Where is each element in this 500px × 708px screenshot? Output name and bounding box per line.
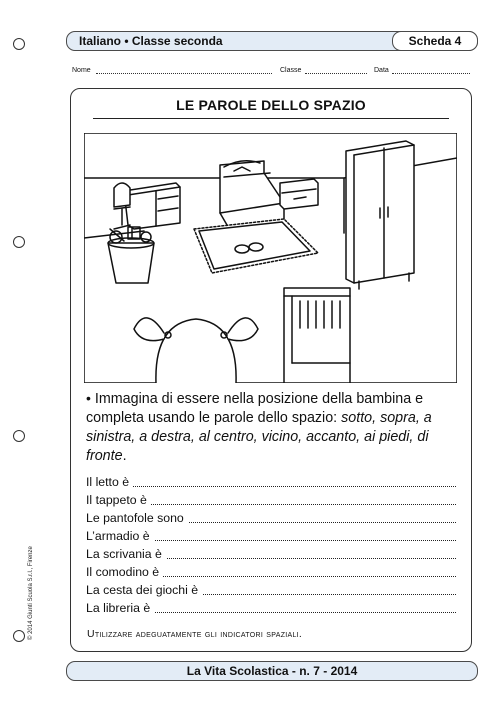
instruction-plain: Immagina di essere nella posizione della bambina e completa usando le parole dello spazio: — [86, 391, 424, 426]
copyright-notice: © 2014 Giunti Scuola S.r.l., Firenze — [28, 546, 34, 640]
subject-label: Italiano • Classe seconda — [79, 34, 223, 48]
sentence-row-cesta[interactable] — [86, 583, 456, 599]
sentence-row-letto[interactable] — [86, 475, 456, 491]
sentence-label: L’armadio è — [86, 529, 154, 543]
sentence-row-pantofole[interactable] — [86, 511, 456, 527]
punch-hole-bottom — [13, 630, 25, 642]
sentence-label: Il letto è — [86, 475, 133, 489]
answer-line[interactable] — [86, 486, 456, 487]
instruction-end: . — [122, 448, 127, 464]
instruction-text — [86, 389, 461, 466]
header-bar — [66, 31, 478, 51]
sentence-label: La scrivania è — [86, 547, 166, 561]
class-input-line[interactable] — [305, 73, 367, 74]
teacher-note: Utilizzare adeguatamente gli indicatori spaziali. — [87, 628, 303, 640]
title-rule — [93, 118, 449, 119]
bedroom-illustration — [84, 133, 457, 383]
punch-hole-lower — [13, 430, 25, 442]
class-label: Classe — [280, 67, 302, 74]
instruction-spatial-words: sotto, sopra, a sinistra, a destra, al centro, vicino, accanto, ai piedi, di fronte — [86, 410, 432, 464]
name-label: Nome — [72, 67, 91, 74]
sentence-label: Il comodino è — [86, 565, 163, 579]
sentence-label: Il tappeto è — [86, 493, 151, 507]
date-label: Data — [374, 67, 389, 74]
sentence-label: Le pantofole sono — [86, 511, 188, 525]
name-input-line[interactable] — [96, 73, 272, 74]
sentence-row-comodino[interactable] — [86, 565, 456, 581]
punch-hole-upper — [13, 236, 25, 248]
sentence-row-tappeto[interactable] — [86, 493, 456, 509]
sentence-label: La cesta dei giochi è — [86, 583, 202, 597]
footer-bar: La Vita Scolastica - n. 7 - 2014 — [66, 661, 478, 681]
instruction-bullet: • — [86, 390, 91, 406]
sentence-row-libreria[interactable] — [86, 601, 456, 617]
sheet-number: Scheda 4 — [392, 31, 478, 51]
student-fields — [72, 67, 472, 79]
punch-hole-top — [13, 38, 25, 50]
worksheet-title: LE PAROLE DELLO SPAZIO — [176, 97, 366, 113]
sentence-row-armadio[interactable] — [86, 529, 456, 545]
date-input-line[interactable] — [392, 73, 470, 74]
sentence-label: La libreria è — [86, 601, 154, 615]
worksheet-card — [70, 88, 472, 652]
sentence-row-scrivania[interactable] — [86, 547, 456, 563]
